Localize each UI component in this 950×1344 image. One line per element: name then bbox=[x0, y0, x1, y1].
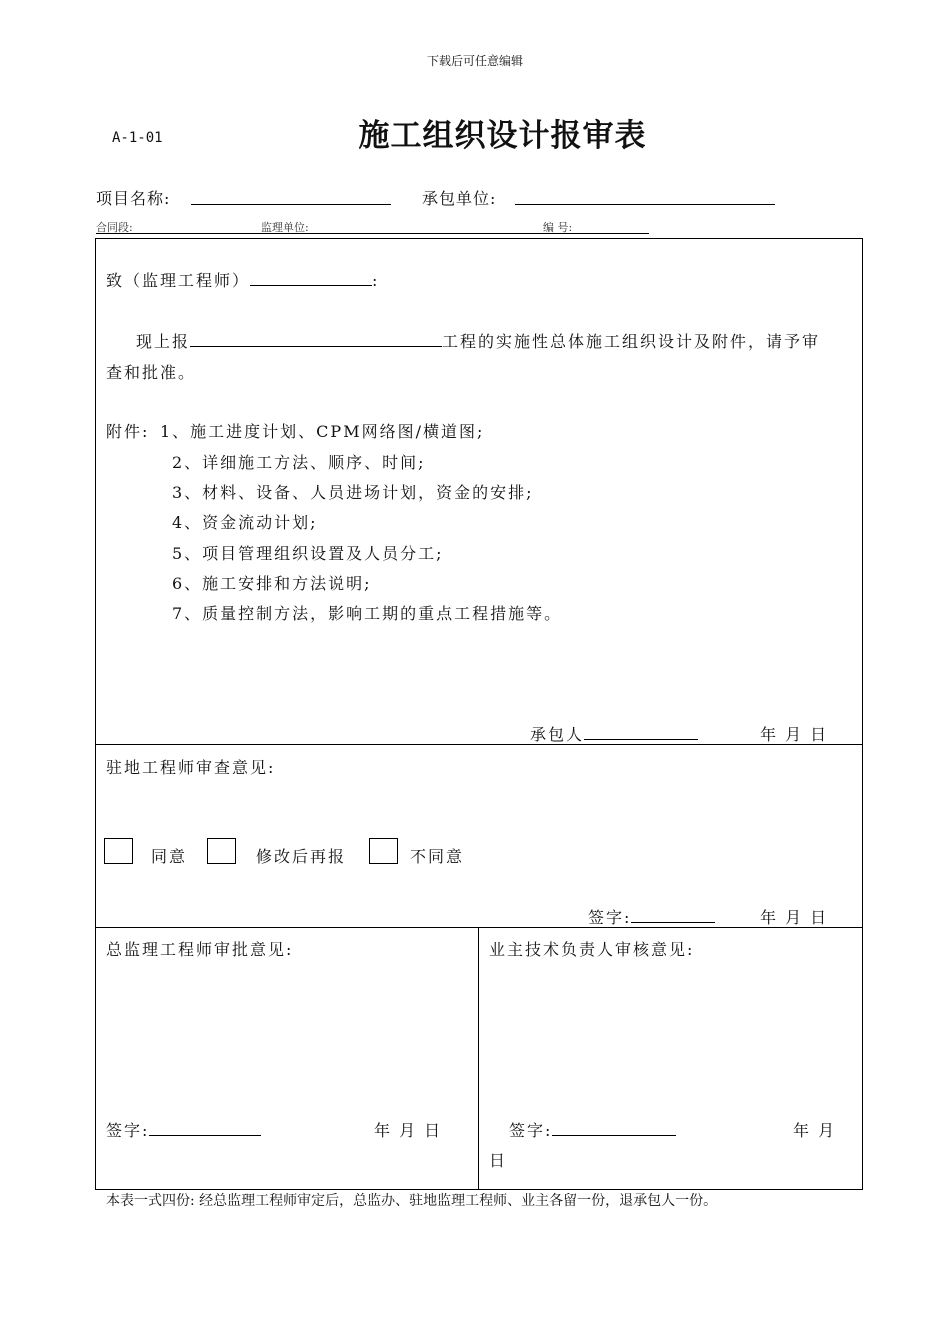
report-suffix: 工程的实施性总体施工组织设计及附件，请予审 bbox=[442, 332, 821, 351]
attachment-item: 5、项目管理组织设置及人员分工; bbox=[172, 544, 444, 563]
attachment-item: 3、材料、设备、人员进场计划，资金的安排; bbox=[172, 483, 534, 502]
project-name-field[interactable] bbox=[191, 204, 391, 205]
report-line-1 bbox=[136, 329, 820, 352]
report-prefix: 现上报 bbox=[136, 332, 191, 351]
form-code: A-1-01 bbox=[112, 130, 163, 146]
attachment-item: 6、施工安排和方法说明; bbox=[172, 574, 372, 593]
agree-checkbox[interactable] bbox=[104, 838, 133, 864]
contractor-row bbox=[422, 186, 496, 209]
attachment-item: 7、质量控制方法，影响工期的重点工程措施等。 bbox=[172, 604, 563, 623]
addressee-colon: : bbox=[372, 271, 380, 290]
owner-date: 年 月 bbox=[793, 1121, 837, 1140]
owner-tech-title: 业主技术负责人审核意见: bbox=[489, 940, 695, 959]
attachment-item: 2、详细施工方法、顺序、时间; bbox=[172, 453, 426, 472]
owner-sign-label: 签字: bbox=[509, 1121, 553, 1140]
supervisor-unit-label: 监理单位: bbox=[261, 221, 309, 234]
contractor-field[interactable] bbox=[515, 204, 775, 205]
contractor-sign-field[interactable] bbox=[584, 725, 698, 740]
disagree-checkbox[interactable] bbox=[369, 838, 398, 864]
chief-engineer-title: 总监理工程师审批意见: bbox=[106, 940, 294, 959]
resident-sign-field[interactable] bbox=[631, 908, 715, 923]
report-line-2: 查和批准。 bbox=[106, 363, 197, 382]
disagree-label: 不同意 bbox=[410, 847, 465, 866]
resident-sign-label: 签字: bbox=[588, 908, 632, 927]
chief-sign bbox=[106, 1118, 261, 1141]
contractor-date: 年 月 日 bbox=[760, 725, 829, 744]
chief-sign-field[interactable] bbox=[149, 1121, 261, 1136]
owner-sign bbox=[509, 1118, 676, 1141]
attachment-item: 4、资金流动计划; bbox=[172, 513, 318, 532]
owner-date-day: 日 bbox=[489, 1151, 508, 1170]
attachment-item: 1、施工进度计划、CPM网络图/横道图; bbox=[160, 422, 485, 441]
number-label: 编 号: bbox=[543, 221, 573, 234]
contract-section-label: 合同段: bbox=[96, 221, 133, 234]
contractor-sign bbox=[530, 722, 698, 745]
addressee-label: 致（监理工程师） bbox=[106, 271, 251, 290]
agree-label: 同意 bbox=[151, 847, 188, 866]
owner-sign-field[interactable] bbox=[552, 1121, 676, 1136]
revise-checkbox[interactable] bbox=[207, 838, 236, 864]
divider-1 bbox=[95, 744, 863, 745]
chief-sign-label: 签字: bbox=[106, 1121, 150, 1140]
contractor-label: 承包单位: bbox=[422, 189, 497, 208]
project-name-row bbox=[96, 186, 170, 209]
revise-label: 修改后再报 bbox=[256, 847, 347, 866]
page-title: 施工组织设计报审表 bbox=[358, 118, 647, 154]
footer-note: 本表一式四份: 经总监理工程师审定后，总监办、驻地监理工程师、业主各留一份，退承包人一份。 bbox=[106, 1193, 718, 1209]
resident-date: 年 月 日 bbox=[760, 908, 829, 927]
divider-vertical bbox=[478, 927, 479, 1190]
top-note: 下载后可任意编辑 bbox=[426, 54, 523, 68]
divider-2 bbox=[95, 927, 863, 928]
attachments-label: 附件: bbox=[106, 422, 150, 441]
project-name-label: 项目名称: bbox=[96, 189, 171, 208]
chief-date: 年 月 日 bbox=[374, 1121, 443, 1140]
form-table bbox=[95, 238, 863, 1190]
resident-sign bbox=[588, 905, 715, 928]
resident-engineer-title: 驻地工程师审查意见: bbox=[106, 758, 276, 777]
addressee-line bbox=[106, 268, 379, 291]
contractor-sign-label: 承包人 bbox=[530, 725, 585, 744]
project-field[interactable] bbox=[190, 332, 442, 347]
engineer-name-field[interactable] bbox=[250, 271, 372, 286]
